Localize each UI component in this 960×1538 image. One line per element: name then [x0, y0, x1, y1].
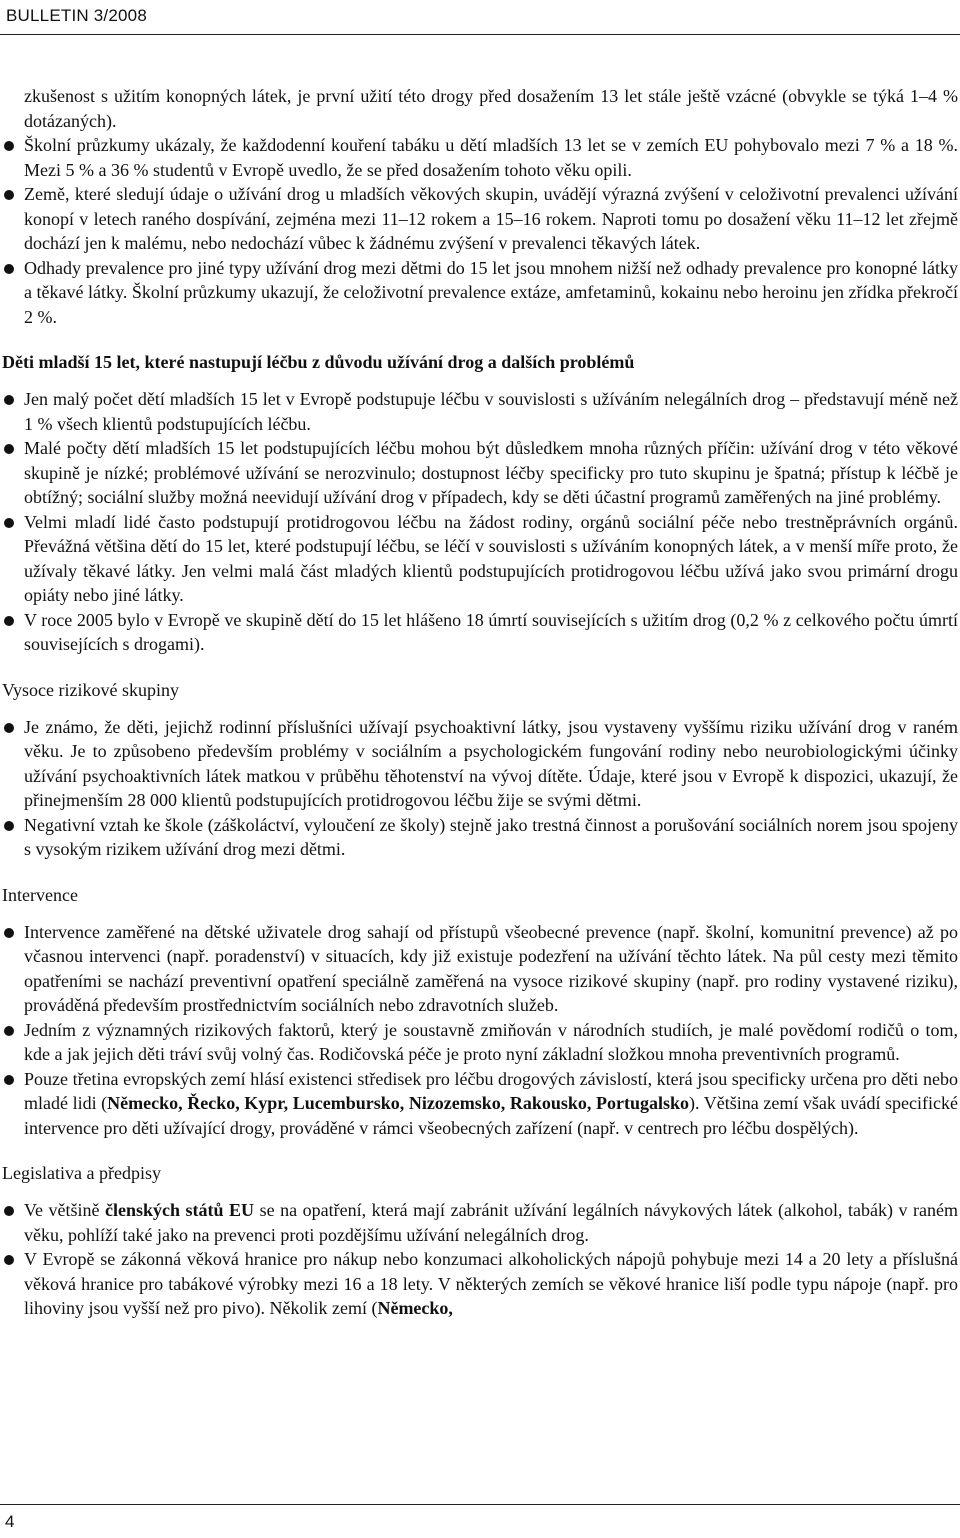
bullet-icon: [4, 821, 14, 831]
bullet-icon: [4, 141, 14, 151]
intro-continuation: zkušenost s užitím konopných látek, je první užití této drogy před dosažením 13 let stále ještě vzácné (obvykle se týká 1–4 % dotázaných).: [24, 86, 958, 131]
bullet-text: Velmi mladí lidé často podstupují protidrogovou léčbu na žádost rodiny, orgánů sociální péče nebo trestněprávních orgánů. Převážná většina dětí do 15 let, které podstupují léčbu, se léčí v souvislosti s užíváním konopných látek, a v menší míře proto, že užívaly těkavé látky. Jen velmi malá část mladých klientů podstupujících protidrogovou léčbu užívá jako svou primární drogu opiáty nebo jiné látky.: [24, 511, 958, 605]
list-item: [0, 510, 960, 608]
bullet-text: Je známo, že děti, jejichž rodinní příslušníci užívají psychoaktivní látky, jsou vystaveny vyššímu riziku užívání drog v raném věku. Je to způsobeno především problémy v sociálním a psychologickém fungování rodiny nebo neurobiologickými účinky užívání psychoaktivních látek matkou v průběhu těhotenství na vývoj dítěte. Údaje, které jsou v Evropě k dispozici, ukazují, že přinejmenším 28 000 klientů podstupujících protidrogovou léčbu žije se svými dětmi.: [24, 716, 958, 810]
bullet-text: Odhady prevalence pro jiné typy užívání drog mezi dětmi do 15 let jsou mnohem nižší než odhady prevalence pro konopné látky a těkavé látky. Školní průzkumy ukazují, že celoživotní prevalence extáze, amfetaminů, kokainu nebo heroinu jen zřídka překročí 2 %.: [24, 257, 958, 327]
bullet-icon: [4, 928, 14, 938]
section-heading-legislation: Legislativa a předpisy: [2, 1163, 161, 1183]
country-bold: Německo,: [377, 1298, 453, 1318]
list-item: [0, 1067, 960, 1141]
bullet-icon: [4, 264, 14, 274]
page-header: [0, 0, 960, 38]
bullet-icon: [4, 444, 14, 454]
intervention-bullet-list: [0, 920, 960, 1141]
bullet-text: Intervence zaměřené na dětské uživatele drog sahají od přístupů všeobecné prevence (např. školní, komunitní prevence) až po včasnou intervenci (např. poradenství) v situacích, kdy již existuje podezření na užívání těchto látek. Na půl cesty mezi těmito opatřeními se nachází preventivní opatření speciálně zaměřená na vysoce rizikové skupiny (např. pro rodiny vystavené riziku), prováděná především prostřednictvím sociálních nebo zdravotních služeb.: [24, 921, 958, 1015]
bulletin-title: BULLETIN 3/2008: [6, 6, 147, 25]
header-rule: [0, 34, 960, 35]
bullet-icon: [4, 723, 14, 733]
bullet-text: Země, které sledují údaje o užívání drog u mladších věkových skupin, uvádějí výrazná zvýšení v celoživotní prevalenci užívání konopí v letech raného dospívání, zejména mezi 11–12 rokem a 15–16 rokem. Naproti tomu po dosažení věku 11–12 let zřejmě dochází jen k malému, nebo nedochází vůbec k žádnému zvýšení v prevalenci těkavých látek.: [24, 184, 958, 253]
bullet-text-after: se na opatření, která mají zabránit užívání legálních návykových látek (alkohol, tabák) v raném věku, pohlíží také jako na prevenci proti pozdějšímu užívání nelegálních drog.: [24, 1200, 958, 1245]
bullet-text-after: ). Většina zemí však uvádí specifické intervence pro děti užívající drogy, prováděné v rámci všeobecných zařízení (např. v centrech pro léčbu dospělých).: [24, 1093, 959, 1138]
section-heading-treatment: Děti mladší 15 let, které nastupují léčbu z důvodu užívání drog a dalších problémů: [2, 352, 635, 372]
bullet-text: Školní průzkumy ukázaly, že každodenní kouření tabáku u dětí mladších 13 let se v zemích EU pohybovalo mezi 7 % a 18 %. Mezi 5 % a 36 % studentů v Evropě uvedlo, že se před dosažením tohoto věku opili.: [24, 135, 958, 180]
list-item: [0, 920, 960, 1018]
countries-bold: Německo, Řecko, Kypr, Lucembursko, Nizozemsko, Rakousko, Portugalsko: [107, 1093, 690, 1113]
list-item: [0, 256, 960, 330]
legislation-bullet-list: [0, 1198, 960, 1321]
footer-rule: [0, 1504, 960, 1505]
bullet-icon: [4, 1206, 14, 1216]
list-item: [0, 813, 960, 862]
bullet-icon: [4, 190, 14, 200]
bullet-icon: [4, 1255, 14, 1265]
intro-bullet-list: [0, 133, 960, 329]
bullet-text-before: V Evropě se zákonná věková hranice pro nákup nebo konzumaci alkoholických nápojů pohybuje mezi 14 a 20 lety a příslušná věková hranice pro tabákové výrobky mezi 16 a 18 lety. V některých zemích se věkové hranice liší podle typu nápoje (např. pro lihoviny jsou vyšší než pro pivo). Několik zemí (: [24, 1249, 958, 1318]
list-item: [0, 436, 960, 510]
bullet-icon: [4, 1026, 14, 1036]
bullet-icon: [4, 1075, 14, 1085]
bullet-text: Jedním z významných rizikových faktorů, který je soustavně zmiňován v národních studiích, je malé povědomí rodičů o tom, kde a jak jejich děti tráví svůj volný čas. Rodičovská péče je proto nyní základní složkou mnoha preventivních programů.: [24, 1019, 958, 1064]
bullet-text: Jen malý počet dětí mladších 15 let v Evropě podstupuje léčbu v souvislosti s užíváním nelegálních drog – představují méně než 1 % všech klientů podstupujících léčbu.: [24, 389, 958, 434]
list-item: [0, 608, 960, 657]
section-heading-risk: Vysoce rizikové skupiny: [2, 679, 179, 700]
eu-states-bold: členských států EU: [105, 1200, 255, 1220]
bullet-text-before: Ve většině: [24, 1200, 106, 1220]
list-item: [0, 1018, 960, 1067]
bullet-text: Negativní vztah ke škole (záškoláctví, vyloučení ze školy) stejně jako trestná činnost a porušování sociálních norem jsou spojeny s vysokým rizikem užívání drog mezi dětmi.: [24, 814, 958, 859]
list-item: [0, 715, 960, 813]
bullet-text: Malé počty dětí mladších 15 let podstupujících léčbu mohou být důsledkem mnoha různých příčin: užívání drog v této věkové skupině je nízké; problémové užívání se nerozvinulo; dostupnost léčby specificky pro tuto skupinu je špatná; přístup k léčbě je obtížný; sociální služby možná neevidují užívání drog v případech, kdy se děti účastní programů zaměřených na jiné problémy.: [24, 438, 958, 507]
document-body: [0, 84, 960, 1321]
page-number: 4: [5, 1512, 15, 1531]
bullet-icon: [4, 518, 14, 528]
list-item: [0, 1198, 960, 1247]
bullet-text: V roce 2005 bylo v Evropě ve skupině dětí do 15 let hlášeno 18 úmrtí souvisejících s užitím drog (0,2 % z celkového počtu úmrtí souvisejících s drogami).: [24, 609, 958, 654]
bullet-icon: [4, 395, 14, 405]
risk-bullet-list: [0, 715, 960, 862]
list-item: [0, 387, 960, 436]
section-heading-intervention: Intervence: [2, 884, 78, 905]
list-item: [0, 133, 960, 182]
list-item: [0, 1247, 960, 1321]
list-item: [0, 182, 960, 256]
treatment-bullet-list: [0, 387, 960, 657]
bullet-text-before: Pouze třetina evropských zemí hlásí existenci středisek pro léčbu drogových závislostí, která jsou specificky určena pro děti nebo mladé lidi (: [24, 1068, 958, 1113]
bullet-icon: [4, 616, 14, 626]
